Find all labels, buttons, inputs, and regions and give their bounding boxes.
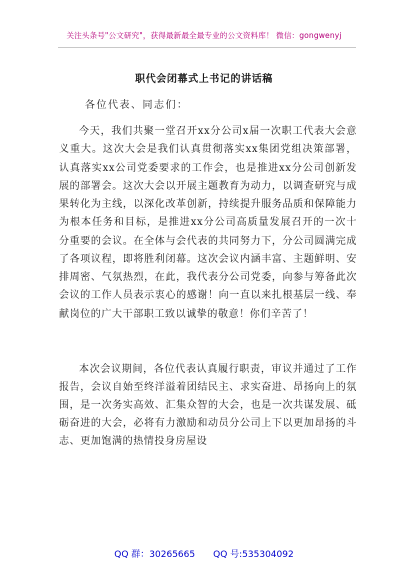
footer-qq-number: QQ 号:535304092 — [213, 550, 294, 560]
footer-qq-group: QQ 群：30265665 — [114, 550, 196, 560]
salutation: 各位代表、同志们： — [85, 100, 189, 111]
body-paragraph-1: 今天，我们共聚一堂召开xx分公司x届一次职工代表大会意义重大。这次大会是我们认真贯彻落实xx集团党组决策部署，认真落实xx公司党委要求的工作会，也是推进xx分公司创新发展的部署会。这次大会以开展主题教育为动力，以调查研究与成果转化为主线，以深化改革创新，持续提升服务品质和保障能力为根本任务和目标，是推进xx分公司高质量发展召开的一次十分重要的会议。在全体与会代表的共同努力下，分公司圆满完成了各项议程，即将胜利闭幕。这次会议内涵丰富、主题鲜明、安排周密、气氛热烈，在此，我代表分公司党委，向参与筹备此次会议的工作人员表示衷心的感谢！向一直以来扎根基层一线、奉献岗位的广大干部职工致以诚挚的敬意！你们辛苦了！ — [59, 126, 357, 320]
document-title: 职代会闭幕式上书记的讲话稿 — [135, 74, 273, 85]
footer-contact — [0, 547, 408, 560]
header-banner: 关注头条号"公文研究"，获得最新最全最专业的公文资料库！ 微信：gongwenyj — [66, 31, 342, 40]
body-paragraph-2: 本次会议期间，各位代表认真履行职责，审议并通过了工作报告，会议自始至终洋溢着团结民主、求实奋进、昂扬向上的氛围，是一次务实高效、汇集众智的大会，也是一次共谋发展、砥砺奋进的大会，必将有力激励和动员分公司上下以更加昂扬的斗志、更加饱满的热情投身房屋设 — [59, 364, 357, 448]
header-divider — [58, 47, 356, 48]
